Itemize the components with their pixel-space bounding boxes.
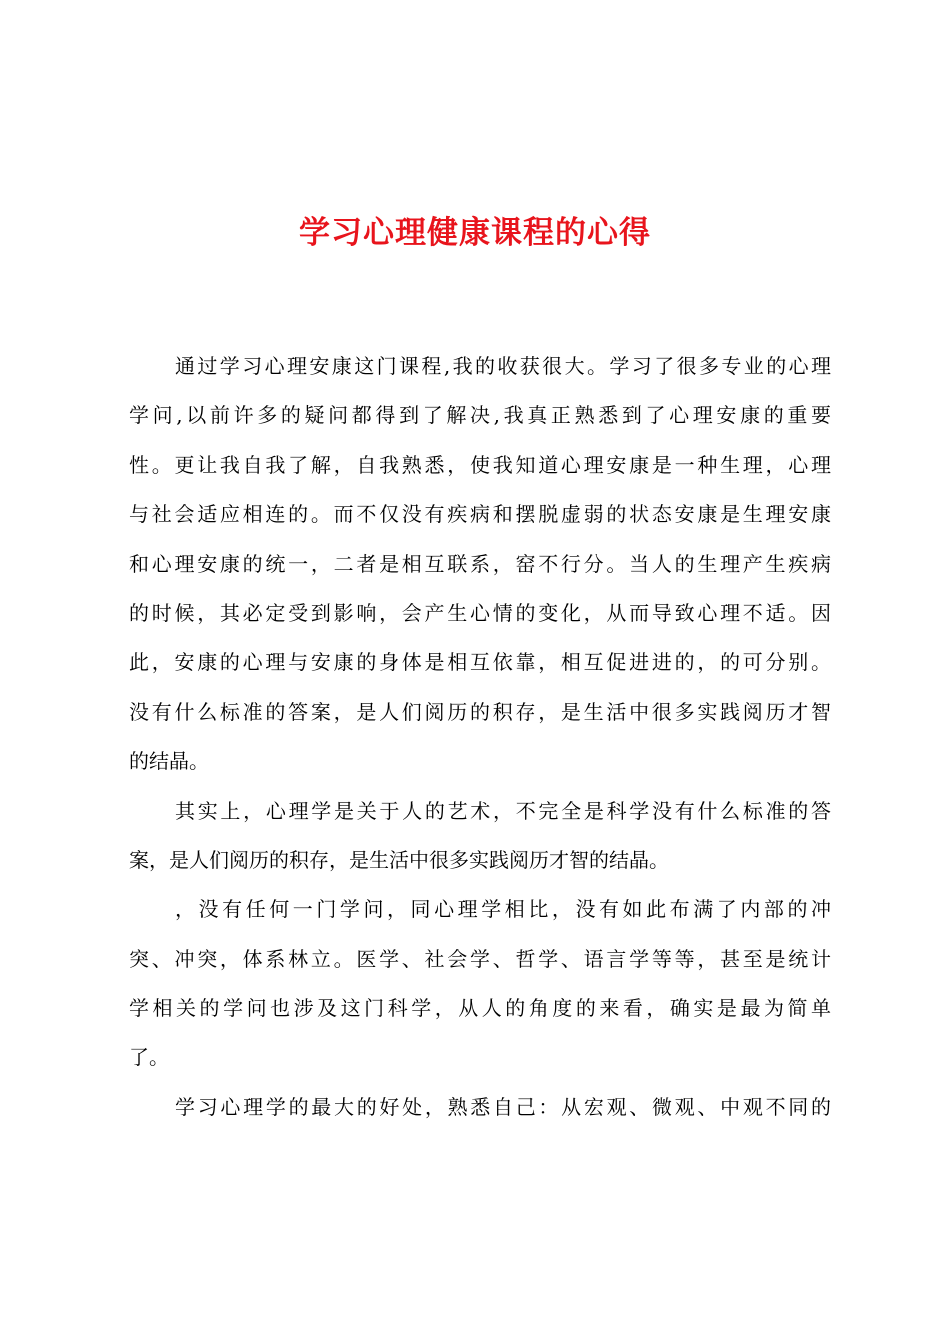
text-line: 与社会适应相连的。而不仅没有疾病和摆脱虚弱的状态安康是生理安康: [129, 502, 831, 527]
text-line: 没有什么标准的答案，是人们阅历的积存，是生活中很多实践阅历才智: [129, 699, 831, 724]
text-line: 案，是人们阅历的积存，是生活中很多实践阅历才智的结晶。: [129, 847, 669, 872]
paragraph-4: [129, 1083, 831, 1132]
document-title: 学习心理健康课程的心得: [299, 215, 651, 251]
text-line: 此，安康的心理与安康的身体是相互依靠，相互促进进的，的可分别。: [129, 650, 831, 675]
document-body: [129, 342, 831, 1132]
text-line: 的结晶。: [129, 749, 209, 774]
text-line: ，没有任何一门学问，同心理学相比，没有如此布满了内部的冲: [175, 897, 831, 922]
text-line: 学问,以前许多的疑问都得到了解决,我真正熟悉到了心理安康的重要: [129, 403, 831, 428]
paragraph-3: [129, 885, 831, 1083]
text-line: 的时候，其必定受到影响，会产生心情的变化，从而导致心理不适。因: [129, 600, 831, 625]
text-line: 了。: [129, 1045, 169, 1070]
text-line: 学相关的学问也涉及这门科学，从人的角度的来看，确实是最为简单: [129, 996, 831, 1021]
text-line: 和心理安康的统一，二者是相互联系，窑不行分。当人的生理产生疾病: [129, 551, 831, 576]
text-line: 学习心理学的最大的好处，熟悉自己：从宏观、微观、中观不同的: [175, 1094, 831, 1119]
text-line: 性。更让我自我了解，自我熟悉，使我知道心理安康是一种生理，心理: [129, 452, 831, 477]
paragraph-1: [129, 342, 831, 787]
text-line: 其实上，心理学是关于人的艺术，不完全是科学没有什么标准的答: [175, 798, 831, 823]
paragraph-2: [129, 787, 831, 886]
text-line: 通过学习心理安康这门课程,我的收获很大。学习了很多专业的心理: [175, 354, 831, 378]
text-line: 突、冲突，体系林立。医学、社会学、哲学、语言学等等，甚至是统计: [129, 946, 831, 971]
